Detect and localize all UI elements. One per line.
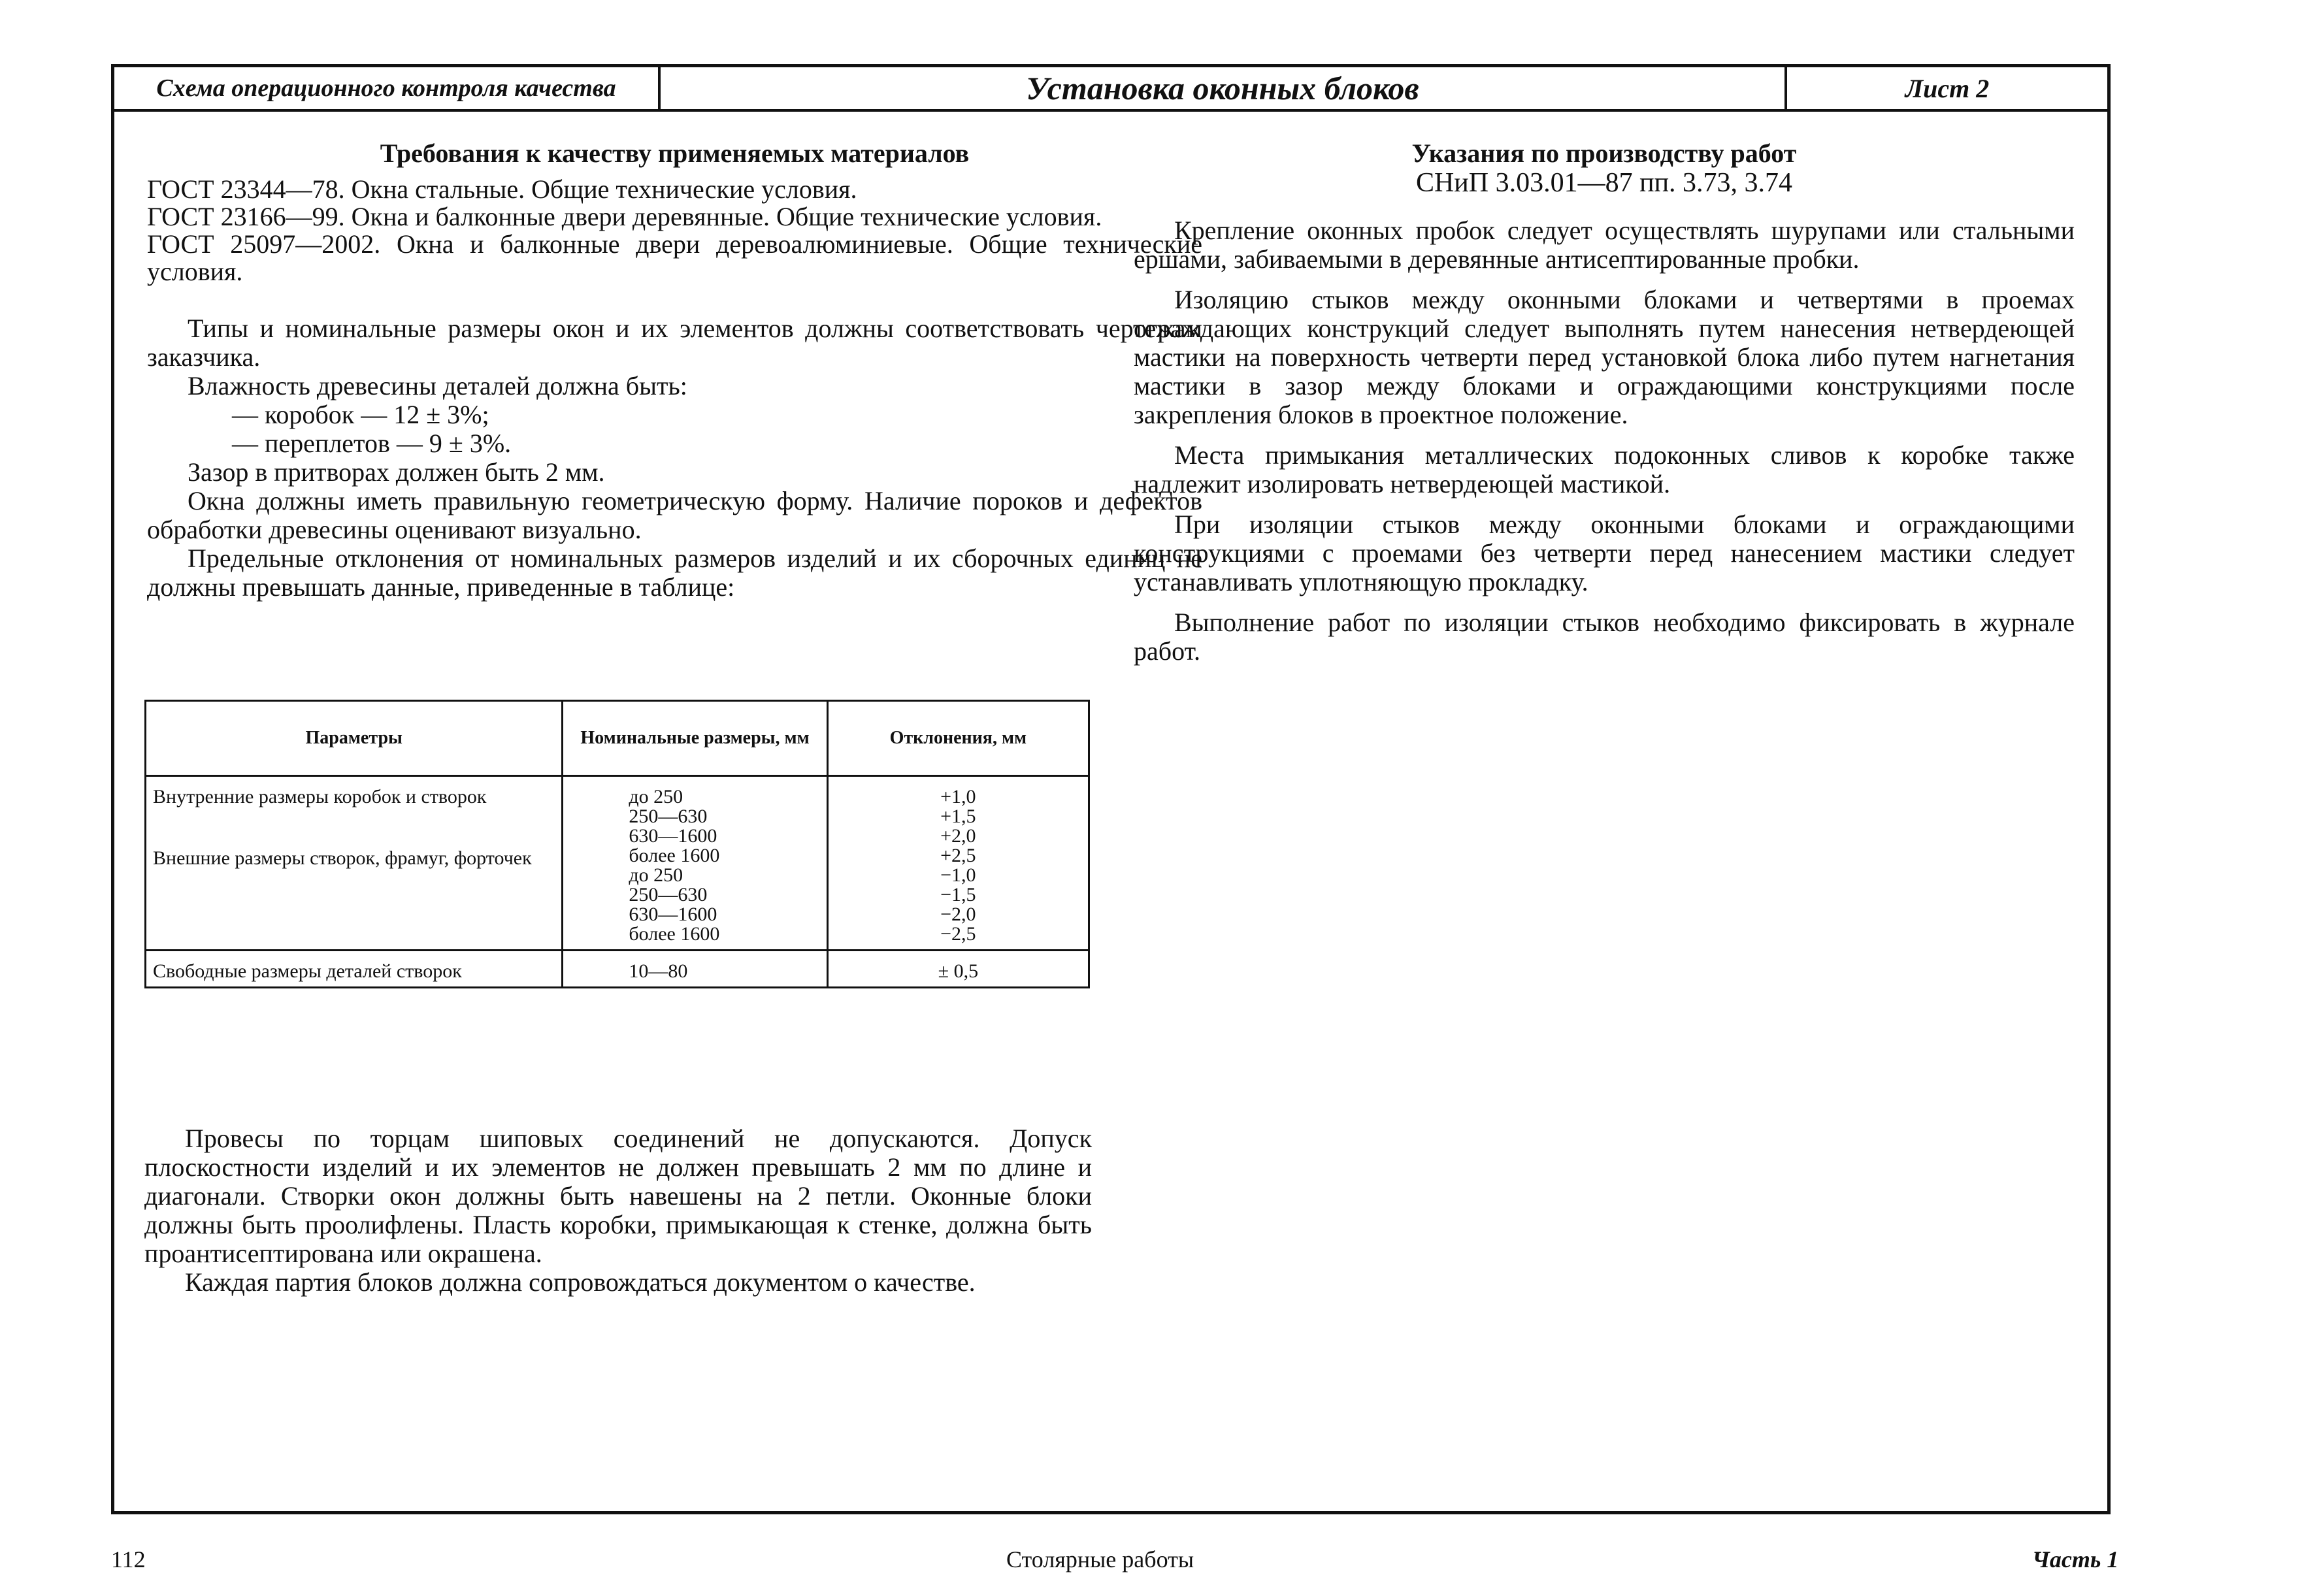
- sheet-frame: [111, 64, 2111, 1514]
- deviation-value: −1,5: [940, 884, 976, 905]
- tolerance-table: [144, 700, 1090, 988]
- size-value: 250—630: [629, 884, 708, 905]
- parameter-outer-sizes: Внешние размеры створок, фрамуг, форточек: [153, 847, 532, 869]
- table-row: [146, 776, 1089, 951]
- bottom-left-text: [144, 1124, 1092, 1297]
- title-block: [114, 67, 2107, 112]
- instruction-paragraph: При изоляции стыков между оконными блоками и ограждающими конструкциями с проемами без четверти перед нанесением мастики следует устанавливать уплотняющую прокладку.: [1134, 510, 2075, 596]
- header-sheet-title: Установка оконных блоков: [661, 67, 1787, 109]
- table-header-row: [146, 701, 1089, 776]
- moisture-boxes: — коробок — 12 ± 3%;: [232, 400, 489, 429]
- page-number: 112: [111, 1546, 146, 1572]
- size-value: 10—80: [563, 951, 827, 988]
- gost-list: [147, 176, 1202, 285]
- size-value: до 250: [629, 864, 683, 886]
- deviation-value: −2,0: [940, 904, 976, 925]
- gost-item: ГОСТ 25097—2002. Окна и балконные двери деревоалюминиевые. Общие технические условия.: [147, 229, 1202, 286]
- deviation-value: +2,0: [940, 825, 976, 847]
- parameter-inner-sizes: Внутренние размеры коробок и створок: [153, 786, 487, 807]
- left-column: [147, 139, 1202, 602]
- paragraph-deviations: Предельные отклонения от номинальных размеров изделий и их сборочных единиц не должны превышать данные, приведенные в таблице:: [147, 544, 1202, 602]
- gost-item: ГОСТ 23166—99. Окна и балконные двери деревянные. Общие технические условия.: [147, 202, 1102, 231]
- footer-part-label: Часть 1: [2032, 1546, 2119, 1572]
- size-value: более 1600: [629, 923, 720, 945]
- instruction-paragraph: Крепление оконных пробок следует осуществлять шурупами или стальными ершами, забиваемыми в деревянные антисептированные пробки.: [1134, 216, 2075, 274]
- nominal-sizes-cell: [563, 776, 827, 951]
- right-column: [1134, 139, 2075, 677]
- materials-heading: Требования к качеству применяемых материалов: [380, 138, 970, 168]
- column-header-parameters: Параметры: [146, 701, 563, 776]
- header-sheet-number: Лист 2: [1905, 73, 1990, 103]
- paragraph-gap: Зазор в притворах должен быть 2 мм.: [188, 457, 605, 487]
- size-value: 630—1600: [629, 825, 717, 847]
- gost-item: ГОСТ 23344—78. Окна стальные. Общие технические условия.: [147, 174, 857, 204]
- parameter-free-sizes: Свободные размеры деталей створок: [146, 951, 563, 988]
- instructions-heading: Указания по производству работ: [1411, 138, 1797, 168]
- table-row: [146, 951, 1089, 988]
- deviation-value: +1,0: [940, 786, 976, 807]
- paragraph-geometry: Окна должны иметь правильную геометрическую форму. Наличие пороков и дефектов обработки древесины оценивают визуально.: [147, 486, 1202, 544]
- deviation-value: +2,5: [940, 845, 976, 866]
- paragraph-quality-document: Каждая партия блоков должна сопровождаться документом о качестве.: [185, 1267, 976, 1297]
- deviation-value: ± 0,5: [827, 951, 1089, 988]
- deviation-value: +1,5: [940, 806, 976, 827]
- deviations-cell: [827, 776, 1089, 951]
- size-value: до 250: [629, 786, 683, 807]
- instructions-reference: СНиП 3.03.01—87 пп. 3.73, 3.74: [1415, 168, 1793, 198]
- moisture-sashes: — переплетов — 9 ± 3%.: [232, 429, 512, 458]
- deviation-value: −1,0: [940, 864, 976, 886]
- parameter-cell: [146, 776, 563, 951]
- size-value: 250—630: [629, 806, 708, 827]
- deviation-value: −2,5: [940, 923, 976, 945]
- size-value: 630—1600: [629, 904, 717, 925]
- paragraph-types: Типы и номинальные размеры окон и их элементов должны соответствовать чертежам заказчика.: [147, 314, 1202, 372]
- column-header-nominal-sizes: Номинальные размеры, мм: [563, 701, 827, 776]
- instruction-paragraph: Выполнение работ по изоляции стыков необходимо фиксировать в журнале работ.: [1134, 608, 2075, 666]
- column-header-deviations: Отклонения, мм: [827, 701, 1089, 776]
- paragraph-surface: Провесы по торцам шиповых соединений не допускаются. Допуск плоскостности изделий и их элементов не должен превышать 2 мм по длине и диагонали. Створки окон должны быть навешены на 2 петли. Оконные блоки должны быть проолифлены. Пласть коробки, примыкающая к стенке, должна быть проантисептирована или окрашена.: [144, 1124, 1092, 1268]
- size-value: более 1600: [629, 845, 720, 866]
- instruction-paragraph: Места примыкания металлических подоконных сливов к коробке также надлежит изолировать нетвердеющей мастикой.: [1134, 440, 2075, 498]
- paragraph-moisture: Влажность древесины деталей должна быть:: [188, 371, 687, 400]
- instruction-paragraph: Изоляцию стыков между оконными блоками и четвертями в проемах ограждающих конструкций следует выполнять путем нанесения нетвердеющей мастики на поверхность четверти перед установкой блока либо путем нагнетания мастики в зазор между блоками и ограждающими конструкциями после закрепления блоков в проектное положение.: [1134, 285, 2075, 429]
- footer-section-title: Столярные работы: [1006, 1546, 1194, 1572]
- header-scheme-title: Схема операционного контроля качества: [114, 67, 661, 109]
